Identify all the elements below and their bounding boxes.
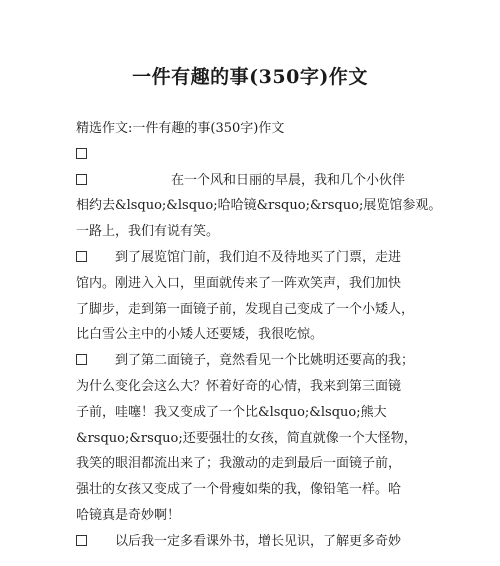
paragraph-line: 了脚步，走到第一面镜子前，发现自己变成了一个小矮人，	[76, 301, 415, 317]
empty-paragraph	[76, 142, 426, 168]
paragraph-line: 馆内。刚进入入口，里面就传来了一阵欢笑声，我们加快	[76, 275, 402, 291]
document-title: 一件有趣的事(350字)作文	[132, 66, 368, 88]
paragraph-line	[76, 245, 426, 271]
paragraph-line: 比白雪公主中的小矮人还要矮，我很吃惊。	[76, 327, 324, 343]
paragraph-text: 在一个风和日丽的早晨，我和几个小伙伴	[171, 172, 406, 188]
paragraph-line: 我笑的眼泪都流出来了；我激动的走到最后一面镜子前，	[76, 456, 402, 472]
document-body	[76, 116, 442, 555]
placeholder-box-icon	[76, 251, 87, 262]
subtitle-line: 精选作文:一件有趣的事(350字)作文	[76, 121, 285, 136]
paragraph-line: 强壮的女孩又变成了一个骨瘦如柴的我，像铅笔一样。哈	[76, 482, 402, 498]
paragraph-text: 以后我一定多看课外书，增长见识，了解更多奇妙	[115, 533, 402, 549]
paragraph-line: 子前，哇噻！我又变成了一个比&lsquo;&lsquo;熊大	[76, 404, 387, 420]
paragraph-text: 到了展览馆门前，我们迫不及待地买了门票，走进	[115, 249, 402, 265]
placeholder-box-icon	[76, 354, 87, 365]
placeholder-box-icon	[76, 148, 87, 159]
paragraph-line: 相约去&lsquo;&lsquo;哈哈镜&rsquo;&rsquo;展览馆参观。	[76, 198, 442, 214]
placeholder-box-icon	[76, 174, 87, 185]
paragraph-line	[76, 348, 426, 374]
paragraph-line: 哈镜真是奇妙啊！	[76, 507, 181, 523]
paragraph-line	[76, 168, 426, 194]
paragraph-line: 为什么变化会这么大？怀着好奇的心情，我来到第三面镜	[76, 378, 402, 394]
paragraph-line: 一路上，我们有说有笑。	[76, 224, 220, 240]
paragraph-text: 到了第二面镜子，竟然看见一个比姚明还要高的我；	[115, 353, 415, 369]
placeholder-box-icon	[76, 535, 87, 546]
paragraph-line: &rsquo;&rsquo;还要强壮的女孩，简直就像一个大怪物，	[76, 430, 417, 446]
paragraph-line	[76, 529, 426, 555]
